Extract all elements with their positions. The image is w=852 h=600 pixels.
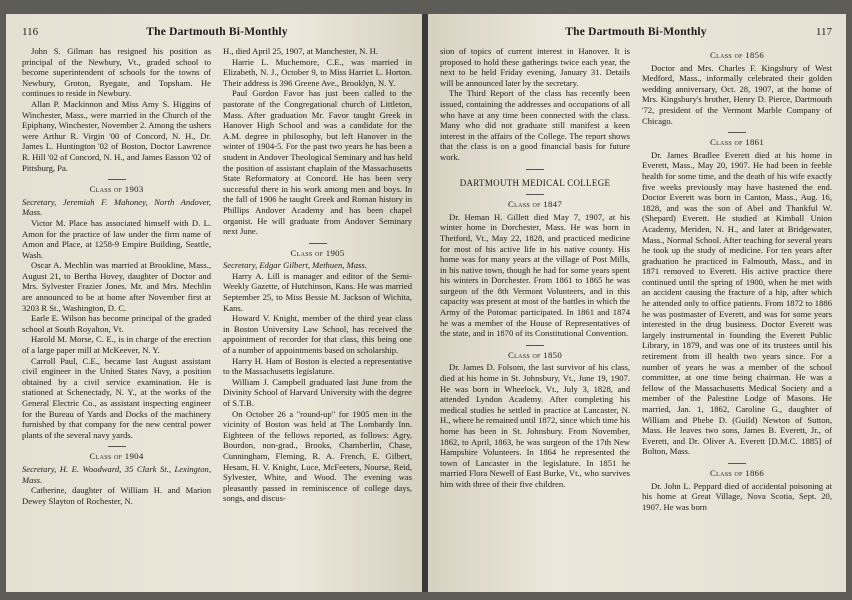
class-heading: Class of 1856 xyxy=(709,50,765,60)
paragraph: H., died April 25, 1907, at Manchester, N. H. xyxy=(223,46,379,56)
paragraph: Catherine, daughter of William H. and Marion Dewey Slayton of Rochester, N. xyxy=(22,485,211,506)
secretary-line: Secretary, Jeremiah F. Mahoney, North Andover, Mass. xyxy=(22,196,211,218)
paragraph: Dr. James D. Folsom, the last survivor of his class, died at his home in St. Johnsbury, Vt., June 19, 1907. He was born in Wheelock, Vt., July 3, 1828, and attended Lyndon Academy. After completing his medical studies he settled in practice at Lancaster, N. H., where he remained until 1872, since which time his home has been in St. Johnsbury. From November, 1862, to April, 1863, he was surgeon of the 17th New Hampshire Volunteers. In 1864 he represented the town of Lancaster in the legislature. In 1851 he married Flora Newell of East Burke, Vt., who survives him with three of their five children. xyxy=(440,362,630,489)
paragraph: Dr. Heman H. Gillett died May 7, 1907, at his winter home in Dorchester, Mass. He was born in Thetford, Vt., May 22, 1828, and practiced medicine for most of his active life in his native county. His home was for many years at the village of Post Mills, in his native town, though he had for some years spent his winters in Dorchester. From 1861 to 1865 he was surgeon of the 8th Vermont Volunteers, and in this capacity was present at most of the battles in which the Army of the Potomac participated. In 1861 and 1874 he was a member of the House of Representatives of the state, and in 1870 of its Constitutional Convention. xyxy=(440,211,630,339)
section-heading: DARTMOUTH MEDICAL COLLEGE xyxy=(459,177,611,188)
divider xyxy=(526,345,544,346)
paragraph: Doctor and Mrs. Charles F. Kingsbury of West Medford, Mass., informally celebrated their golden wedding anniversary, Oct. 28, 1907, at the home of Mrs. Kingsbury's brother, Henry D. Pierce, Dartmouth '72, president of the Vermont Marble Company of Chicago. xyxy=(642,62,832,126)
paragraph: Dr. James Bradlee Everett died at his home in Everett, Mass., May 20, 1907. He had been in feeble health for some time, and the death of his wife exactly five weeks previously may have hastened the end. Doctor Everett was born in Canton, Mass., Aug. 16, 1828, and was the son of Abel and Thankful W. (Shepard) Everett. He studied at Kimball Union Academy, Meriden, N. H., and later at Bridgewater, Mass., Normal School. After teaching for several years he took up the study of medicine. For ten years after graduation he practiced in Falmouth, Mass., and in 1871 removed to Everett. His active practice there continued until the spring of 1900, when he met with an accident causing the fracture of a hip, after which he attended only to office patients. From 1872 to 1886 he was postmaster of Everett, and was for some years interested in the drug business. Doctor Everett was largely instrumental in founding the Everett Public Library, in 1879, and was one of its trustees until his retirement from ill health two years since. For a number of years he was a member of the school committee, at one time being chairman. He was a fellow of the Massachusetts Medical Society and a member of the Palestine Lodge of Masons. He married, Jan. 1, 1862, Caroline G., daughter of William and Phebe D. (Guild) Newton of Sutton, Mass. He leaves two sons, James B. Everett, Jr., of Everett, and Dr. Oliver A. Everett [D.M.C. 1885] of Bolton, Mass. xyxy=(642,149,832,457)
running-title: The Dartmouth Bi-Monthly xyxy=(146,26,288,38)
divider xyxy=(309,243,327,244)
secretary-line: Secretary, H. E. Woodward, 35 Clark St., Lexington, Mass. xyxy=(22,463,211,485)
paragraph: sion of topics of current interest in Hanover. It is proposed to hold these gatherings twice each year, the next to be held Friday evening, January 31. Details will be announced later by the secretary. xyxy=(440,46,630,88)
paragraph: Harry H. Ham of Boston is elected a representative to the Massachusetts legislature. xyxy=(223,355,412,377)
paragraph: The Third Report of the class has recently been issued, containing the addresses and occupations of all who have at any time been connected with the class. Many who did not graduate still manifest a keen interest in the affairs of the College. The report shows that the class is on a good financial basis for future work. xyxy=(440,88,630,162)
paragraph: Allan P. Mackinnon and Miss Amy S. Higgins of Winchester, Mass., were married in the Church of the Epiphany, Winchester, November 2. Among the ushers were Arthur R. Virgin '00 of Concord, N. H., Dr. James L. Huntington '02 of Boston, Doctor Lawrence R. Hill '02 of Concord, N. H., and James Easson '02 of Pittsburg, Pa. xyxy=(22,98,211,173)
right-page xyxy=(428,14,846,592)
paragraph: Oscar A. Mechlin was married at Brookline, Mass., August 21, to Bertha Hovey, daughter of Doctor and Mrs. Sylvester Frazier Jones. Mr. and Mrs. Mechlin are announced to be at home after November first at 3203 R St., Washington, D. C. xyxy=(22,260,211,313)
paragraph: Harry A. Lill is manager and editor of the Semi-Weekly Gazette, of Hutchinson, Kans. He was married September 25, to Miss Bessie M. Jackson of Wichita, Kans. xyxy=(223,270,412,313)
paragraph: Carroll Paul, C.E., became last August assistant civil engineer in the United States Navy, a position obtained by a civil service examination. He is stationed at Schenectady, N. Y., at the works of the General Electric Co., as assistant inspecting engineer for the Bureau of Yards and Docks of the machinery furnished by that company for the new central power plants of the several navy yards. xyxy=(22,355,211,440)
class-heading: Class of 1905 xyxy=(290,247,345,258)
class-heading: Class of 1861 xyxy=(709,137,765,148)
left-page-header xyxy=(22,26,412,46)
paragraph: On October 26 a "round-up" for 1905 men in the vicinity of Boston was held at The Lombardy Inn. Eighteen of the fellows reported, as follows: Agry, Bourdon, non-grad., Brooks, Chamberlin, Chase, Cunningham, Fleming, R. A. French, E. Gilbert, Hesam, H. V. Knight, Luce, McFeeters, Nourse, Reid, Sylvester, White, and Wood. The evening was pleasantly passed in reminiscence of college days, songs, and discus- xyxy=(223,408,412,504)
paragraph: William J. Campbell graduated last June from the Divinity School of Harvard University with the degree of S.T.B. xyxy=(223,376,412,408)
right-column-2 xyxy=(642,46,832,592)
right-page-header xyxy=(440,26,832,46)
class-heading: Class of 1847 xyxy=(507,199,563,210)
page-number: 116 xyxy=(22,26,39,38)
running-title: The Dartmouth Bi-Monthly xyxy=(565,26,707,38)
paragraph: Harold M. Morse, C. E., is in charge of the erection of a large paper mill at McKeever, N. Y. xyxy=(22,334,211,356)
divider xyxy=(108,446,126,447)
paragraph: John S. Gilman has resigned his position as principal of the Newbury, Vt., graded school to become superintendent of schools for the towns of Newbury, Groton, Ryegate, and Topsham. He continues to reside in Newbury. xyxy=(22,46,211,99)
secretary-line: Secretary, Edgar Gilbert, Methuen, Mass. xyxy=(223,260,367,271)
divider xyxy=(108,179,126,180)
left-column-2 xyxy=(223,46,412,592)
paragraph: Victor M. Place has associated himself with D. L. Amon for the practice of law under the firm name of Amon and Place, at 1258-9 Empire Building, Seattle, Wash. xyxy=(22,217,211,260)
right-column-1 xyxy=(440,46,630,592)
left-column-1 xyxy=(22,46,211,592)
paragraph: Dr. John L. Peppard died of accidental poisoning at his home at Great Village, Nova Scotia, Sept. 20, 1907. He was born xyxy=(642,480,832,512)
left-page xyxy=(6,14,422,592)
class-heading: Class of 1866 xyxy=(709,467,765,478)
divider xyxy=(526,169,544,170)
paragraph: Harrie L. Muchemore, C.E., was married in Elizabeth, N. J., October 9, to Miss Harriet L. Horton. Their address is 396 Greene Ave., Brooklyn, N. Y. xyxy=(223,56,412,88)
divider xyxy=(526,194,544,195)
class-heading: Class of 1904 xyxy=(89,451,144,462)
class-heading: Class of 1850 xyxy=(507,349,563,360)
class-heading: Class of 1903 xyxy=(89,184,144,195)
paragraph: Paul Gordon Favor has just been called to the pastorate of the Congregational church of Littleton, Mass. After graduation Mr. Favor taught Greek in Hanover High School and was a candidate for the A.M. degree in philosophy, but left Hanover in the winter of 1904-5. For the past two years he has been a student in Andover Theological Seminary and has held the position of assistant chaplain of the Massachusetts State Reformatory at Concord. He has been very successful there in his work among men and boys. In the fall of 1906 he taught Greek and Roman history in Phillips Andover Academy and has been chapel organist. He will graduate from Andover Seminary next June. xyxy=(223,88,412,237)
paragraph: Howard V. Knight, member of the third year class in Boston University Law School, has received the appointment of recorder for that class, this being one of a number of appointments based on scholarship. xyxy=(223,313,412,356)
divider xyxy=(728,132,746,133)
divider xyxy=(728,463,746,464)
paragraph: Earle E. Wilson has become principal of the graded school at South Royalton, Vt. xyxy=(22,313,211,334)
page-number: 117 xyxy=(815,26,832,38)
